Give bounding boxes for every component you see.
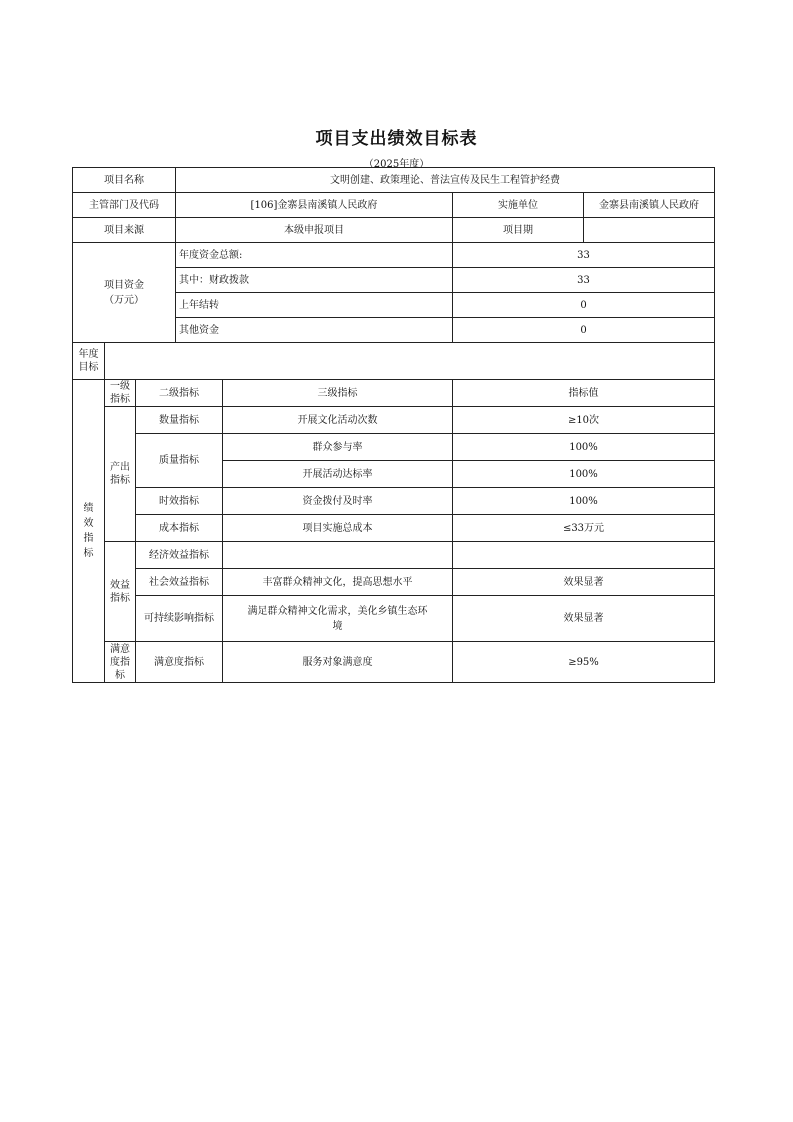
quality-l3-1: 群众参与率 (223, 434, 453, 461)
quantity-l3: 开展文化活动次数 (223, 407, 453, 434)
fiscal-year: （2025年度） (363, 159, 430, 170)
timeliness-value: 100% (453, 488, 715, 515)
funds-label-text: 项目资金（万元） (104, 279, 144, 306)
row-quality-1 (73, 434, 715, 461)
fund-fiscal-label: 其中：财政拨款 (176, 268, 453, 293)
fund-carry-value: 0 (453, 293, 715, 318)
fund-carry-label: 上年结转 (176, 293, 453, 318)
header-level1-text: 一级指标 (110, 381, 130, 405)
row-timeliness (73, 488, 715, 515)
row-social (73, 569, 715, 596)
annual-goal-value (105, 343, 715, 380)
project-name-label: 项目名称 (73, 168, 176, 193)
economic-value (453, 542, 715, 569)
cost-l3: 项目实施总成本 (223, 515, 453, 542)
period-value (584, 218, 715, 243)
cost-label: 成本指标 (136, 515, 223, 542)
dept-label: 主管部门及代码 (73, 193, 176, 218)
source-label: 项目来源 (73, 218, 176, 243)
dept-value: [106]金寨县南溪镇人民政府 (176, 193, 453, 218)
row-annual-goal (73, 343, 715, 380)
fund-other-value: 0 (453, 318, 715, 343)
benefit-indicator-text: 效益指标 (110, 579, 130, 604)
benefit-indicator-label (105, 542, 136, 642)
quantity-value: ≥10次 (453, 407, 715, 434)
header-level3: 三级指标 (223, 380, 453, 407)
quality-value-2: 100% (453, 461, 715, 488)
social-l3: 丰富群众精神文化，提高思想水平 (223, 569, 453, 596)
sustain-label: 可持续影响指标 (136, 596, 223, 642)
satisfaction-label: 满意度指标 (136, 642, 223, 683)
row-quantity (73, 407, 715, 434)
fund-total-value: 33 (453, 243, 715, 268)
row-sustain (73, 596, 715, 642)
social-label: 社会效益指标 (136, 569, 223, 596)
row-economic (73, 542, 715, 569)
fund-fiscal-value: 33 (453, 268, 715, 293)
satisfaction-group-label (105, 642, 136, 683)
sustain-value: 效果显著 (453, 596, 715, 642)
satisfaction-l3: 服务对象满意度 (223, 642, 453, 683)
period-label: 项目期 (453, 218, 584, 243)
fund-other-label: 其他资金 (176, 318, 453, 343)
header-level2: 二级指标 (136, 380, 223, 407)
social-value: 效果显著 (453, 569, 715, 596)
perf-indicator-label (73, 380, 105, 683)
row-project-name (73, 168, 715, 193)
quality-l3-2: 开展活动达标率 (223, 461, 453, 488)
timeliness-l3: 资金拨付及时率 (223, 488, 453, 515)
performance-target-table (72, 167, 715, 683)
sustain-l3 (223, 596, 453, 642)
row-cost (73, 515, 715, 542)
fund-total-label: 年度资金总额: (176, 243, 453, 268)
row-indicator-header (73, 380, 715, 407)
impl-unit-value: 金寨县南溪镇人民政府 (584, 193, 715, 218)
economic-l3 (223, 542, 453, 569)
page-title: 项目支出绩效目标表 (315, 129, 478, 149)
impl-unit-label: 实施单位 (453, 193, 584, 218)
source-value: 本级申报项目 (176, 218, 453, 243)
funds-label (73, 243, 176, 343)
output-indicator-label (105, 407, 136, 542)
satisfaction-group-text: 满意度指标 (110, 643, 130, 681)
perf-indicator-text: 绩效指标 (83, 503, 94, 559)
row-satisfaction (73, 642, 715, 683)
output-indicator-text: 产出指标 (110, 462, 130, 486)
row-fund-total (73, 243, 715, 268)
project-name-value: 文明创建、政策理论、普法宣传及民生工程管护经费 (176, 168, 715, 193)
sustain-l3-text: 满足群众精神文化需求，美化乡镇生态环境 (247, 605, 428, 632)
annual-goal-label (73, 343, 105, 380)
economic-label: 经济效益指标 (136, 542, 223, 569)
quality-label: 质量指标 (136, 434, 223, 488)
header-value: 指标值 (453, 380, 715, 407)
cost-value: ≤33万元 (453, 515, 715, 542)
timeliness-label: 时效指标 (136, 488, 223, 515)
header-level1 (105, 380, 136, 407)
row-source (73, 218, 715, 243)
satisfaction-value: ≥95% (453, 642, 715, 683)
quality-value-1: 100% (453, 434, 715, 461)
row-department (73, 193, 715, 218)
annual-goal-label-text: 年度目标 (78, 349, 99, 373)
quantity-label: 数量指标 (136, 407, 223, 434)
